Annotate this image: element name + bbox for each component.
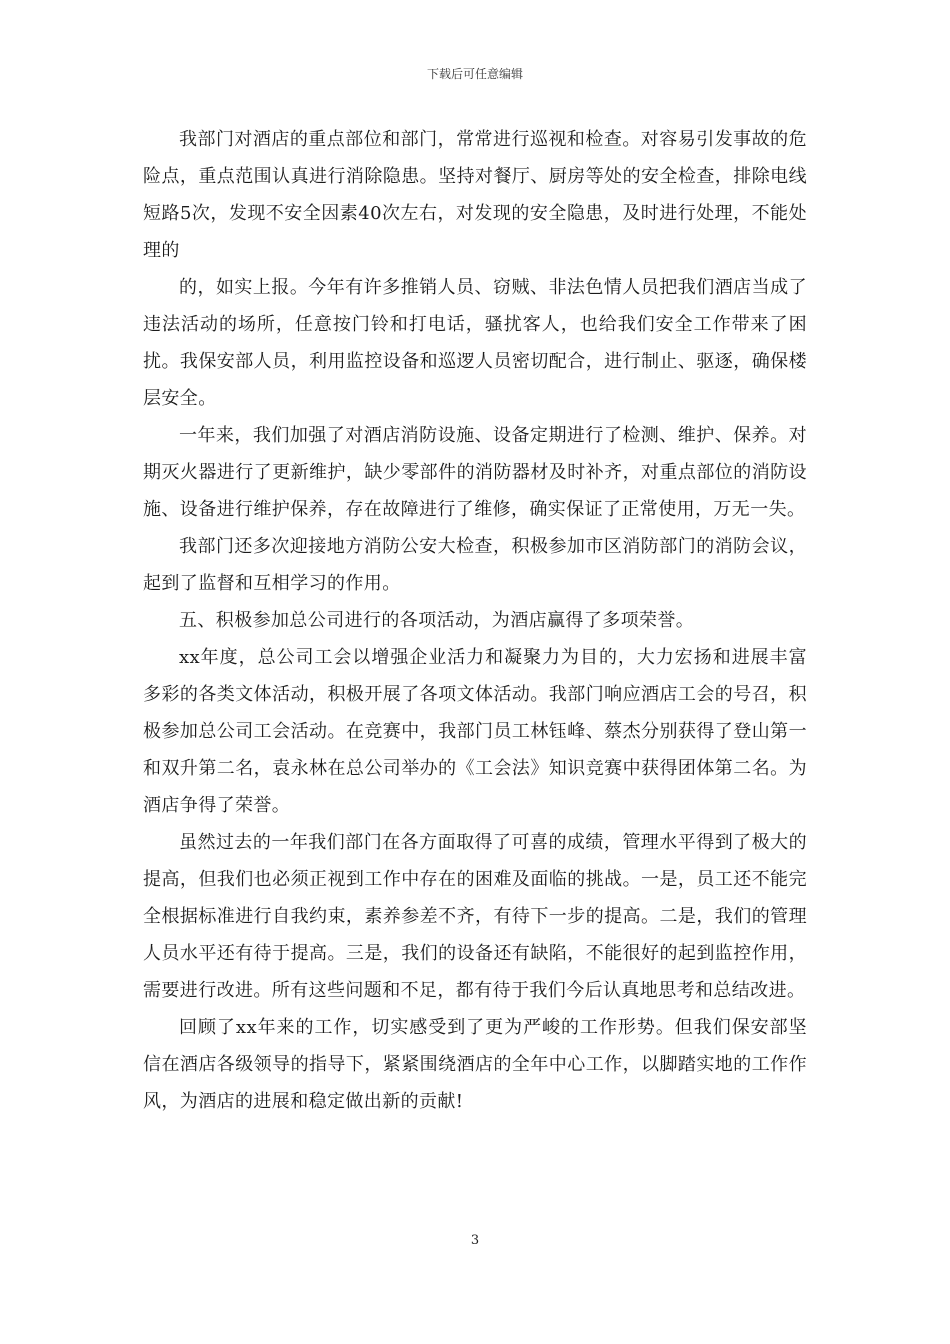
- paragraph: 一年来，我们加强了对酒店消防设施、设备定期进行了检测、维护、保养。对期灭火器进行了更新维护，缺少零部件的消防器材及时补齐，对重点部位的消防设施、设备进行维护保养，存在故障进行了维修，确实保证了正常使用，万无一失。: [143, 425, 807, 520]
- page-number: 3: [470, 1233, 480, 1248]
- paragraph: 我部门还多次迎接地方消防公安大检查，积极参加市区消防部门的消防会议，起到了监督和互相学习的作用。: [143, 536, 807, 594]
- paragraph: 的，如实上报。今年有许多推销人员、窃贼、非法色情人员把我们酒店当成了违法活动的场所，任意按门铃和打电话，骚扰客人，也给我们安全工作带来了困扰。我保安部人员，利用监控设备和巡逻人员密切配合，进行制止、驱逐，确保楼层安全。: [143, 277, 807, 409]
- section-heading: 五、积极参加总公司进行的各项活动，为酒店赢得了多项荣誉。: [179, 610, 695, 631]
- paragraph: xx年度，总公司工会以增强企业活力和凝聚力为目的，大力宏扬和进展丰富多彩的各类文体活动，积极开展了各项文体活动。我部门响应酒店工会的号召，积极参加总公司工会活动。在竞赛中，我部门员工林钰峰、蔡杰分别获得了登山第一和双升第二名，袁永林在总公司举办的《工会法》知识竞赛中获得团体第二名。为酒店争得了荣誉。: [143, 647, 807, 816]
- page-header: 下载后可任意编辑: [426, 67, 523, 81]
- paragraph: 回顾了xx年来的工作，切实感受到了更为严峻的工作形势。但我们保安部坚信在酒店各级领导的指导下，紧紧围绕酒店的全年中心工作，以脚踏实地的工作作风，为酒店的进展和稳定做出新的贡献!: [143, 1017, 807, 1112]
- paragraph: 虽然过去的一年我们部门在各方面取得了可喜的成绩，管理水平得到了极大的提高，但我们也必须正视到工作中存在的困难及面临的挑战。一是，员工还不能完全根据标准进行自我约束，素养参差不齐，有待下一步的提高。二是，我们的管理人员水平还有待于提高。三是，我们的设备还有缺陷，不能很好的起到监控作用，需要进行改进。所有这些问题和不足，都有待于我们今后认真地思考和总结改进。: [143, 832, 807, 1001]
- paragraph: 我部门对酒店的重点部位和部门，常常进行巡视和检查。对容易引发事故的危险点，重点范围认真进行消除隐患。坚持对餐厅、厨房等处的安全检查，排除电线短路5次，发现不安全因素40次左右，对发现的安全隐患，及时进行处理，不能处理的: [143, 129, 807, 261]
- document-body: [143, 121, 807, 1120]
